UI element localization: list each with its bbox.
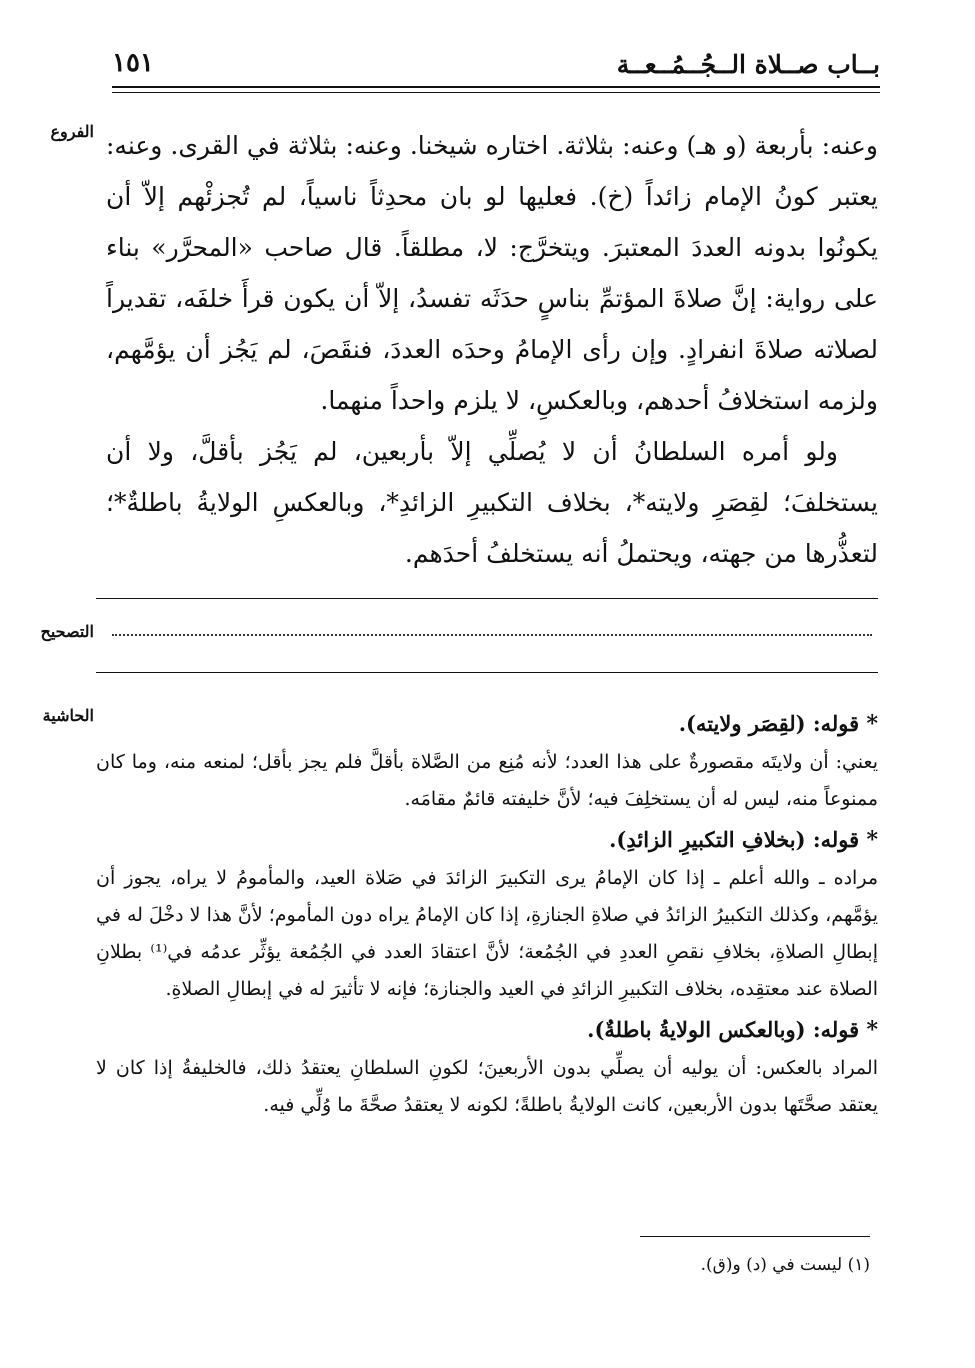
running-head [112,44,880,84]
page-number: ١٥١ [112,48,154,78]
hashiya-body-2: مراده ـ والله أعلم ـ إذا كان الإمامُ يرى التكبيرَ الزائدَ في صَلاة العيد، والمأمومُ لا يراه، يجوز أن يؤمَّهم، وكذلك التكبيرُ الزائدُ في صلاةِ الجنازةِ، إذا كان الإمامُ يراه دون المأموم؛ لأنَّ هذا لا دخْلَ له في إبطالِ الصلاةِ، بخلافِ نقصِ العددِ في الجُمُعة؛ لأنَّ اعتقادَ العدد في الجُمُعة يؤثِّر عدمُه في⁽¹⁾ بطلانِ الصلاة عند معتقِده، بخلاف التكبيرِ الزائدِ في العيد والجنازة؛ فإنه لا تأثيرَ له في إبطالِ الصلاةِ. [96,867,879,1000]
header-rule-thick [112,86,880,88]
star-marker: * [866,711,878,737]
hashiya-heading-1 [96,704,878,744]
main-paragraph-2: ولو أمره السلطانُ أن لا يُصلِّي إلاّ بأربعين، لم يَجُز بأقلَّ، ولا أن يستخلفَ؛ لقِصَرِ ولايته*، بخلاف التكبيرِ الزائدِ*، وبالعكسِ الولايةُ باطلةٌ*؛ لتعذُّرها من جهته، ويحتملُ أنه يستخلفُ أحدَهم. [106,437,878,568]
main-text [106,120,878,579]
hashiya-heading-2 [96,820,878,860]
chapter-title: بــاب صــلاة الــجُــمُــعــة [616,50,880,79]
hashiya-commentary [96,704,878,1126]
hashiya-heading-text: قوله: (وبالعكس الولايةُ باطلةٌ). [587,1017,860,1042]
hashiya-heading-3 [96,1010,878,1050]
tashih-dotted-line [112,634,872,636]
hashiya-heading-text: قوله: (بخلافِ التكبيرِ الزائدِ). [609,827,860,852]
hashiya-body-3: المراد بالعكس: أن يوليه أن يصلِّي بدون الأربعينَ؛ لكونِ السلطانِ يعتقدُ ذلك، فالخليفةُ إذا كان لا يعتقد صحَّتَها بدون الأربعين، كانت الولايةُ باطلةً؛ لكونه لا يعتقدُ صحَّةَ ما وُلِّي فيه. [96,1057,878,1116]
margin-label-furu: الفروع [50,122,94,141]
hashiya-heading-text: قوله: (لقِصَر ولايته). [678,711,860,736]
margin-label-hashiya: الحاشية [42,706,94,725]
footnote: (١) ليست في (د) و(ق). [700,1255,870,1275]
footnote-rule [640,1236,870,1237]
section-divider-bottom [96,672,878,673]
main-paragraph-1: وعنه: بأربعة (و هـ) وعنه: بثلاثة. اختاره شيخنا. وعنه: بثلاثة في القرى. وعنه: يعتبر كونُ الإمام زائداً (خ). فعليها لو بان محدِثاً ناسياً، لم تُجزئْهم إلاّ أن يكونُوا بدونه العددَ المعتبرَ. ويتخرَّج: لا، مطلقاً. قال صاحب «المحرَّر» بناء على رواية: إنَّ صلاةَ المؤتمِّ بناسٍ حدَثَه تفسدُ، إلاّ أن يكون قرأَ خلفَه، تقديراً لصلاته صلاةَ انفرادٍ. وإن رأى الإمامُ وحدَه العددَ، فنقَصَ، لم يَجُز أن يؤمَّهم، ولزمه استخلافُ أحدهم، وبالعكسِ، لا يلزم واحداً منهما. [106,131,879,415]
hashiya-body-1: يعني: أن ولايتَه مقصورةٌ على هذا العدد؛ لأنه مُنِع من الصَّلاة بأقلَّ فلم يجز بأقل؛ لمنعه منه، وما كان ممنوعاً منه، ليس له أن يستخلِفَ فيه؛ لأنَّ خليفته قائمٌ مقامَه. [96,751,878,810]
star-marker: * [866,1017,878,1043]
section-divider-top [96,598,878,599]
margin-label-tashih: التصحيح [40,622,94,641]
header-rule-thin [112,92,880,93]
star-marker: * [866,827,878,853]
